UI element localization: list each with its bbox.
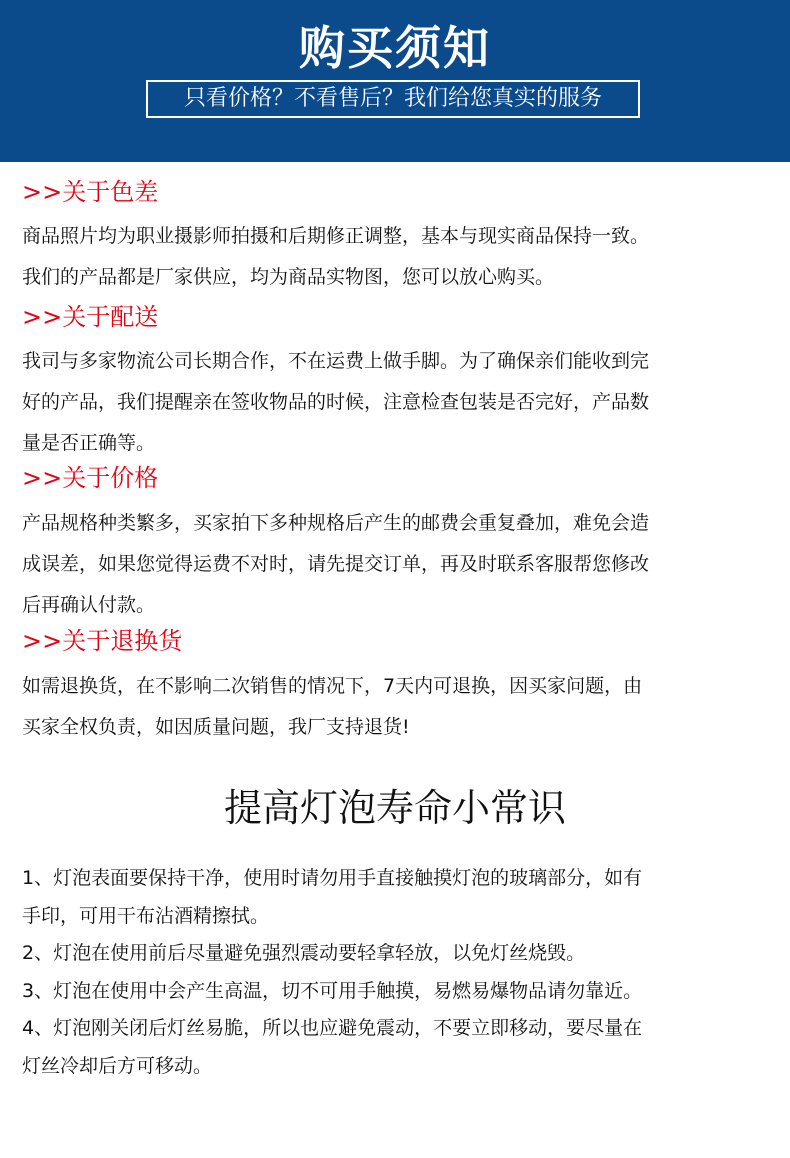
section-body-returns — [22, 666, 772, 748]
tips-title: 提高灯泡寿命小常识 — [223, 786, 566, 830]
page-title: 购买须知 — [299, 21, 491, 75]
tip-line: 1、灯泡表面要保持干净，使用时请勿用手直接触摸灯泡的玻璃部分，如有 — [22, 867, 643, 889]
section-body-price — [22, 503, 772, 626]
section-title-delivery: >>关于配送 — [22, 303, 159, 331]
paragraph-line: 好的产品，我们提醒亲在签收物品的时候，注意检查包装是否完好，产品数 — [22, 391, 650, 413]
tips-list — [22, 860, 772, 1085]
header-banner — [0, 0, 790, 162]
paragraph-line: 成误差，如果您觉得运费不对时，请先提交订单，再及时联系客服帮您修改 — [22, 553, 650, 575]
paragraph-line: 如需退换货，在不影响二次销售的情况下，7天内可退换，因买家问题，由 — [22, 675, 643, 697]
header-subtitle: 只看价格？不看售后？我们给您真实的服务 — [146, 80, 640, 118]
paragraph-line: 我司与多家物流公司长期合作，不在运费上做手脚。为了确保亲们能收到完 — [22, 350, 650, 372]
section-title-price: >>关于价格 — [22, 464, 159, 492]
paragraph-line: 买家全权负责，如因质量问题，我厂支持退货! — [22, 716, 410, 738]
section-body-delivery — [22, 341, 772, 464]
tip-line: 4、灯泡刚关闭后灯丝易脆，所以也应避免震动，不要立即移动，要尽量在 — [22, 1017, 643, 1039]
paragraph-line: 产品规格种类繁多，买家拍下多种规格后产生的邮费会重复叠加，难免会造 — [22, 512, 650, 534]
tip-line: 2、灯泡在使用前后尽量避免强烈震动要轻拿轻放，以免灯丝烧毁。 — [22, 942, 586, 964]
tip-line: 灯丝冷却后方可移动。 — [22, 1054, 213, 1077]
tip-line: 3、灯泡在使用中会产生高温，切不可用手触摸，易燃易爆物品请勿靠近。 — [22, 979, 643, 1002]
section-body-color-difference — [22, 216, 772, 298]
paragraph-line: 量是否正确等。 — [22, 432, 156, 454]
section-title-returns: >>关于退换货 — [22, 627, 183, 655]
paragraph-line: 我们的产品都是厂家供应，均为商品实物图，您可以放心购买。 — [22, 266, 555, 288]
paragraph-line: 商品照片均为职业摄影师拍摄和后期修正调整，基本与现实商品保持一致。 — [22, 225, 650, 247]
paragraph-line: 后再确认付款。 — [22, 594, 156, 616]
section-title-color-difference: >>关于色差 — [22, 178, 159, 206]
tip-line: 手印，可用干布沾酒精擦拭。 — [22, 904, 270, 927]
